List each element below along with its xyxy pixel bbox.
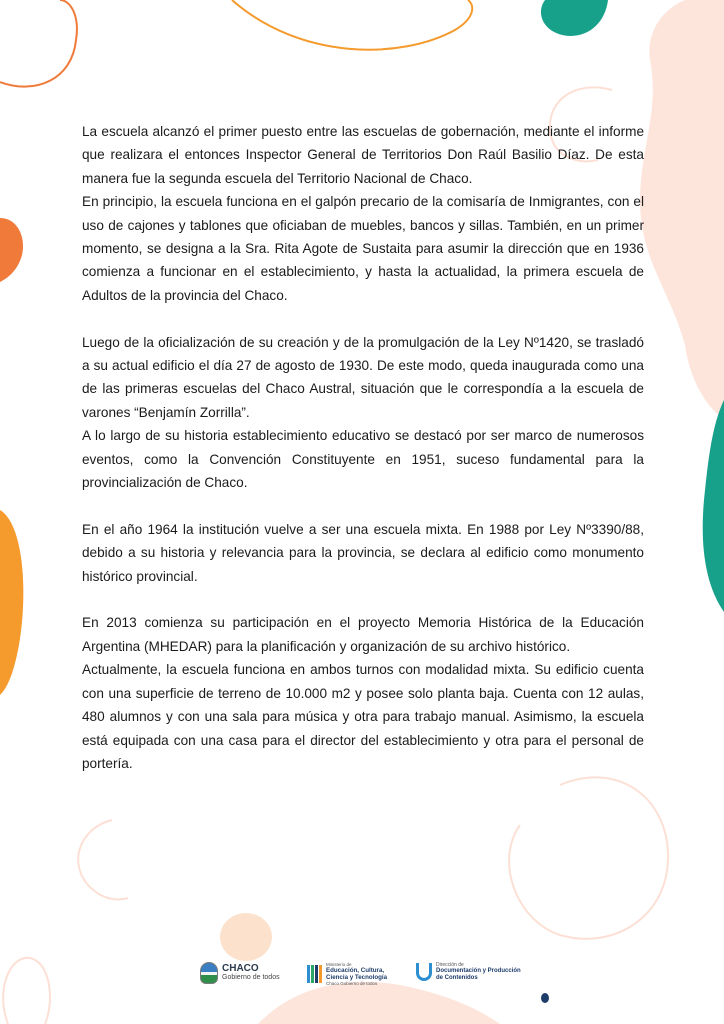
bottom-left-outline	[78, 820, 128, 899]
navy-dot	[541, 993, 549, 1003]
ministerio-line-1: Ministerio de	[326, 962, 352, 967]
ministerio-line-2: Educación, Cultura,	[326, 967, 385, 974]
bottom-left-circle-outline	[3, 958, 50, 1024]
ministerio-line-4: Chaco Gobierno de todos	[326, 981, 378, 986]
ministerio-logo	[307, 962, 387, 986]
right-teal-blob	[703, 400, 724, 612]
right-blush-blob	[640, 0, 724, 420]
direccion-line-1: Dirección de	[436, 962, 464, 968]
body-text	[82, 120, 644, 775]
top-teal-blob	[541, 0, 608, 36]
paragraph-1: La escuela alcanzó el primer puesto entre las escuelas de gobernación, mediante el informe que realizara el entonces Inspector General de Territorios Don Raúl Basilio Díaz. De esta manera fue la segunda escuela del Territorio Nacional de Chaco.	[82, 124, 644, 186]
top-orange-arc	[232, 0, 472, 50]
chaco-seal-icon	[200, 962, 218, 984]
top-left-orange-arc	[0, 0, 77, 87]
paragraph-6: En 2013 comienza su participación en el proyecto Memoria Histórica de la Educación Argentina (MHEDAR) para la planificación y organización de su archivo histórico.	[82, 615, 644, 654]
paragraph-4: A lo largo de su historia establecimiento educativo se destacó por ser marco de numerosos eventos, como la Convención Constituyente en 1951, suceso fundamental para la provincialización de Chaco.	[82, 428, 644, 491]
left-orange-blob	[0, 218, 23, 282]
paragraph-3: Luego de la oficialización de su creación y de la promulgación de la Ley Nº1420, se trasladó a su actual edificio el día 27 de agosto de 1930. De este modo, queda inaugurada como una de las primeras escuelas del Chaco Austral, situación que le correspondía a la escuela de varones “Benjamín Zorrilla”.	[82, 334, 644, 420]
footer-logos	[200, 958, 540, 998]
left-amber-blob	[0, 510, 23, 695]
bottom-peach-circle	[220, 913, 272, 961]
paragraph-7: Actualmente, la escuela funciona en ambos turnos con modalidad mixta. Su edificio cuenta con una superficie de terreno de 10.000 m2 y posee solo planta baja. Cuenta con 12 aulas, 480 alumnos y con una sala para música y otra para trabajo manual. Asimismo, la escuela está equipada con una casa para el director del establecimiento y otra para el personal de portería.	[82, 662, 644, 771]
direccion-line-2: Documentación y Producción	[436, 968, 521, 974]
chaco-logo	[200, 962, 280, 984]
bottom-right-outline	[509, 777, 668, 938]
paragraph-2: En principio, la escuela funciona en el galpón precario de la comisaría de Inmigrantes, con el uso de cajones y tablones que oficiaban de muebles, bancos y sillas. También, en un primer momento, se designa a la Sra. Rita Agote de Sustaita para asumir la dirección que en 1936 comienza a funcionar en el establecimiento, y hasta la actualidad, la primera escuela de Adultos de la provincia del Chaco.	[82, 194, 644, 303]
chaco-tagline: Gobierno de todos	[222, 974, 280, 981]
ministerio-bars-icon	[307, 965, 322, 983]
direccion-line-3: de Contenidos	[436, 975, 478, 981]
chaco-name: CHACO	[222, 963, 259, 974]
direccion-logo	[416, 962, 521, 982]
direccion-u-icon	[416, 963, 432, 981]
paragraph-5: En el año 1964 la institución vuelve a ser una escuela mixta. En 1988 por Ley Nº3390/88, debido a su historia y relevancia para la provincia, se declara al edificio como monumento histórico provincial.	[82, 521, 644, 584]
ministerio-line-3: Ciencia y Tecnología	[326, 974, 388, 981]
